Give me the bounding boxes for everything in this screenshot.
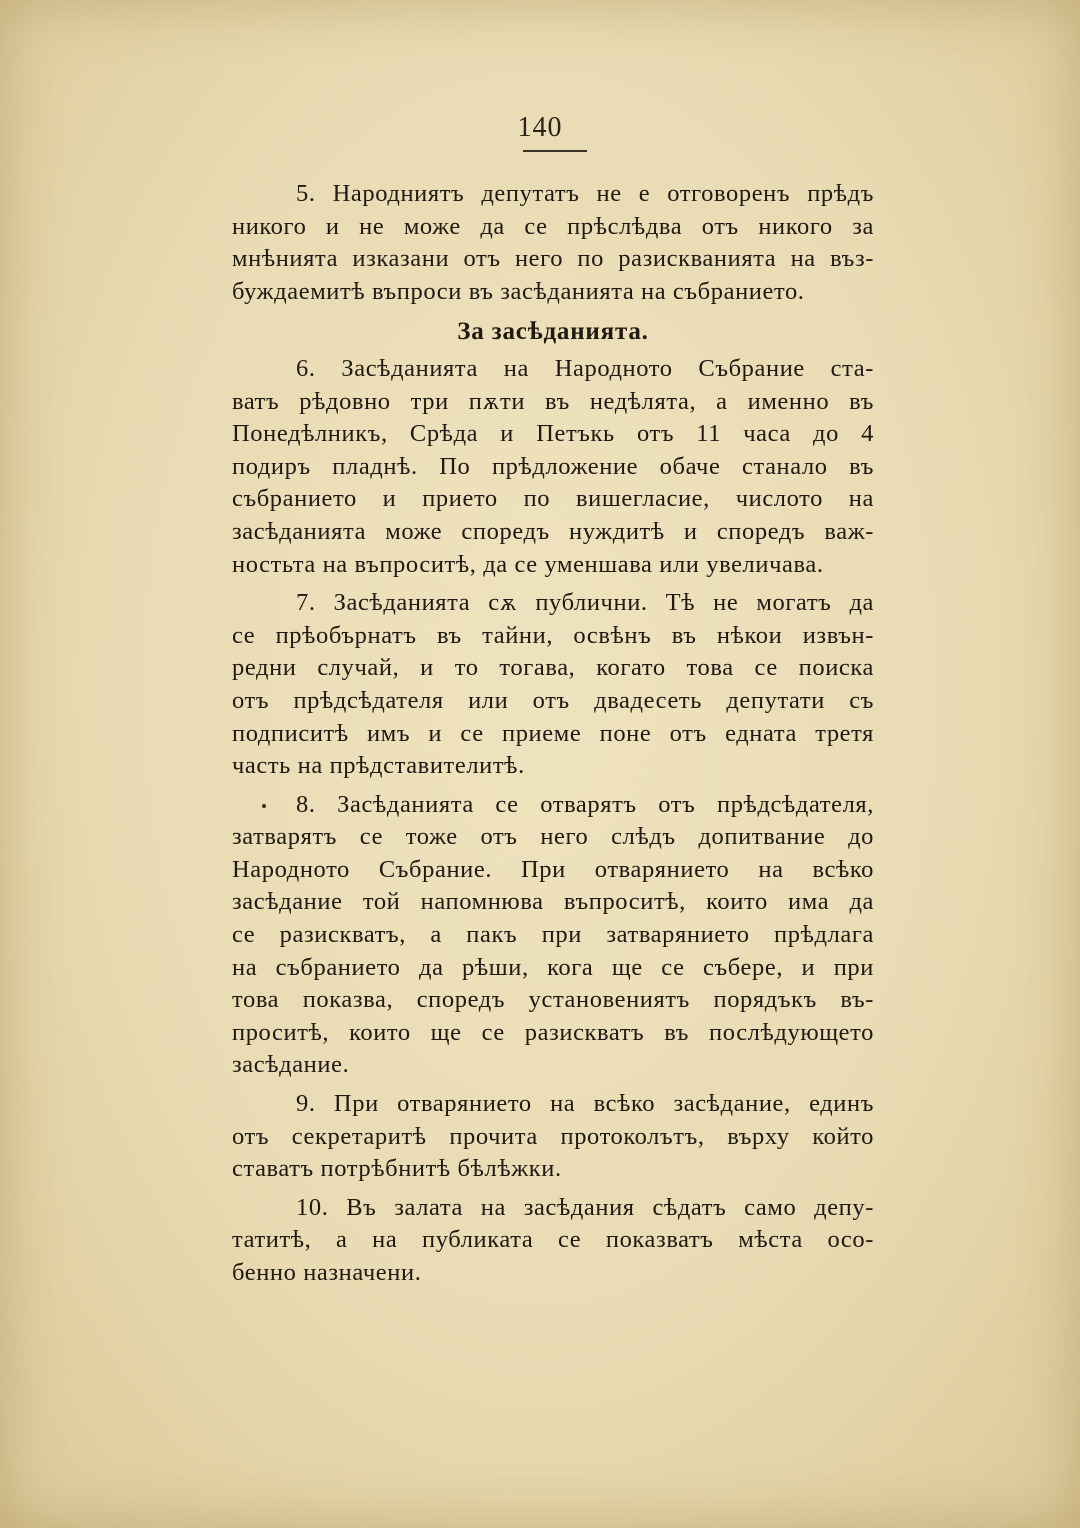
text-line: бенно назначени. [232,1259,422,1286]
text-line: засѣдание той напомнюва въпроситѣ, които има да [232,888,874,916]
text-line: събранието и прието по вишегласие, числото на [232,485,874,513]
margin-dot-mark [262,804,266,808]
text-line: 8. Засѣданията се отварятъ отъ прѣдсѣдателя, [296,790,874,818]
text-line: затварятъ се тоже отъ него слѣдъ допитвание до [232,823,874,851]
text-line: буждаемитѣ въпроси въ засѣданията на събранието. [232,277,805,305]
text-line: никого и не може да се прѣслѣдва отъ никого за [232,212,874,240]
text-line: Понедѣлникъ, Срѣда и Петъкь отъ 11 часа до 4 [232,420,874,448]
page-number: 140 [517,112,563,143]
text-line: на събранието да рѣши, кога ще се събере, и при [232,953,874,981]
text-line: редни случай, и то тогава, когато това се поиска [232,654,874,682]
text-line: 10. Въ залата на засѣдания сѣдатъ само депу- [296,1193,874,1221]
text-line: подписитѣ имъ и се приеме поне отъ едната третя [232,719,874,747]
text-line: татитѣ, а на публиката се показватъ мѣста осо- [232,1226,874,1254]
text-line: мнѣнията изказани отъ него по разискванията на въз- [232,245,874,273]
paragraph-6 [232,353,874,581]
text-line: 5. Народниятъ депутатъ не е отговоренъ прѣдъ [296,180,874,207]
text-line: подиръ пладнѣ. По прѣдложение обаче станало въ [232,452,874,480]
body-text [232,178,874,1296]
text-line: 9. При отварянието на всѣко засѣдание, единъ [296,1090,874,1118]
text-line: ватъ рѣдовно три пѫти въ недѣлята, а именно въ [232,387,874,415]
section-heading: За засѣданията. [457,318,649,346]
paragraph-7 [232,587,874,783]
page-number-rule [523,150,587,152]
text-line: 7. Засѣданията сѫ публични. Тѣ не могатъ да [296,589,874,617]
text-line: се разискватъ, а пакъ при затварянието прѣдлага [232,921,874,949]
text-line: ставатъ потрѣбнитѣ бѣлѣжки. [232,1155,562,1183]
text-line: отъ прѣдсѣдателя или отъ двадесеть депутати съ [232,686,874,714]
text-line: Народното Събрание. При отварянието на всѣко [232,855,874,883]
text-line: отъ секретаритѣ прочита протоколътъ, върху който [232,1122,874,1150]
text-line: часть на прѣдставителитѣ. [232,752,525,780]
text-line: ностьта на въпроситѣ, да се уменшава или увеличава. [232,550,824,578]
text-line: засѣданията може споредъ нуждитѣ и споредъ важ- [232,517,874,545]
text-line: проситѣ, които ще се разискватъ въ послѣдующето [232,1018,874,1046]
text-line: засѣдание. [232,1051,350,1079]
paragraph-9 [232,1088,874,1186]
paragraph-5 [232,178,874,308]
text-line: 6. Засѣданията на Народното Събрание ста- [296,354,874,382]
paragraph-8 [232,789,874,1082]
paragraph-10 [232,1192,874,1290]
text-line: това показва, споредъ установениятъ порядъкъ въ- [232,986,874,1014]
text-line: се прѣобърнатъ въ тайни, освѣнъ въ нѣкои извън- [232,621,874,649]
